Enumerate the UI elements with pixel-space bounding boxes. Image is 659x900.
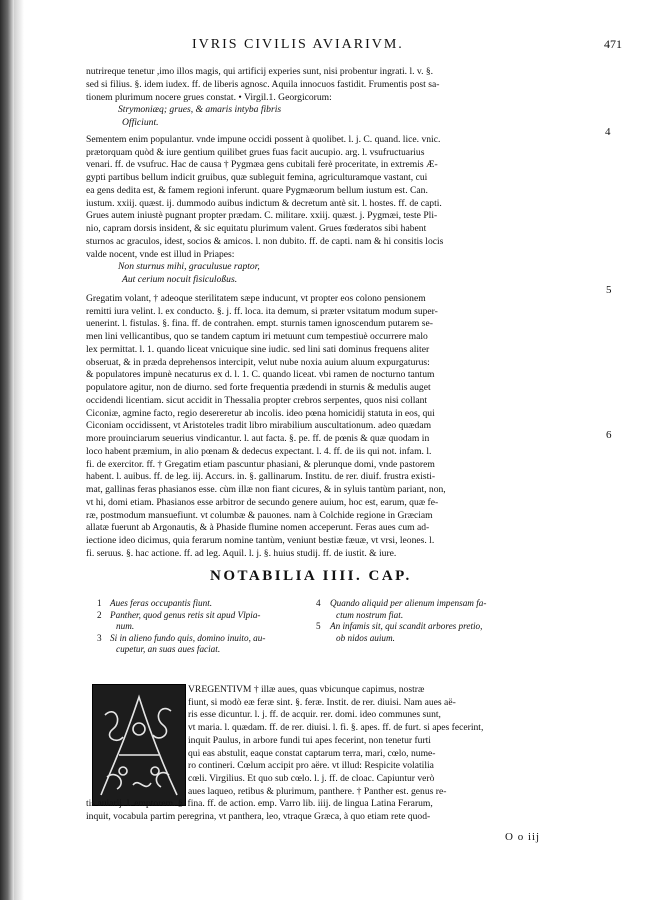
notabilia-item: Panther, quod genus retis sit apud Vlpia-: [110, 609, 261, 620]
margin-number: 4: [605, 126, 611, 138]
notabilia-item: An infamis sit, qui scandit arbores pretio,: [330, 621, 483, 631]
body-line: Strymoniæq; grues, & amaris intyba fibris: [118, 104, 282, 116]
body-line: mat, gallinas feras phasianos esse. cùm illæ non fiant cicures, & in syluis tantùm pariant, non,: [86, 484, 446, 495]
body-line: lex permittat. l. 1. quando liceat vnicuique sine iudic. sed lini sati dominus frequens aliter: [86, 343, 430, 355]
notabilia-number: 3: [97, 632, 102, 643]
chapter-line: qui eas abstulit, eaque constat captarum terra, mari, cœlo, nume-: [188, 747, 436, 759]
body-line: & populatores impunè necaturus ex d. l. 1. C. quando liceat. vbi ramen de nocturno tantum: [86, 369, 435, 381]
body-line: populatore agitur, non de diurno. sed forte frequentia prædendi in sturnis & medulis auget: [86, 382, 431, 393]
body-line: nio, capram dorsis insident, & sic equitatu plurimum valent. Grues fœderatos sibi habent: [86, 223, 427, 234]
notabilia-number: 2: [97, 609, 102, 620]
notabilia-number: 1: [97, 598, 102, 608]
notabilia-item: num.: [116, 621, 135, 631]
running-title: IVRIS CIVILIS AVIARIVM.: [192, 37, 404, 52]
body-line: prætorquam quòd & iure gentium quilibet grues fuas facit aucupio. arg. l. vsufructuarius: [86, 146, 425, 158]
body-line: valde nocent, vnde est illud in Priapes:: [86, 248, 235, 260]
body-line: habent. l. auibus. ff. de leg. iij. Accurs. in. §. gallinarum. Institu. de rer. diuif. frustra existi-: [86, 471, 436, 483]
chapter-line: inquit Paulus, in arbore fundi tui apes fecerint, non tenetur furti: [188, 734, 431, 746]
notabilia-item: ctum nostrum fiat.: [336, 609, 404, 620]
body-line: more prouinciarum seuerius vindicantur. l. aut facta. §. pe. ff. de pœnis & quæ quodam in: [86, 433, 430, 444]
chapter-line: fiunt, si modò eæ feræ sint. §. feræ. Instit. de rer. diuisi. Nam aues aë-: [188, 696, 456, 708]
body-line: Ciconiæ, agmine facto, regio desereretur ab incolis. ideo pœna homicidij statuta in eos, qui: [86, 407, 435, 419]
notabilia-item: cupetur, an suas aues faciat.: [116, 644, 221, 654]
body-line: nutrireque tenetur ,imo illos magis, qui artificij experies sunt, nisi probentur ingrati. l. v. §.: [86, 66, 434, 77]
body-line: fi. de exercitor. ff. † Gregatim etiam pascuntur phasiani, & plerunque domi, vnde pastorem: [86, 458, 435, 470]
body-line: remitti iura velint. l. ex conducto. §. j. ff. loca. ita demum, si præter vsitatum modum super-: [86, 305, 438, 317]
body-line: allatæ fuerunt ab Argonautis, & à Phaside flumine nomen acceperunt. Feras aues cum ad-: [86, 522, 430, 534]
chapter-line: ris esse dicuntur. l. j. ff. de acquir. rer. domi. ideo communes sunt,: [188, 709, 441, 721]
binding-fade: [14, 0, 24, 900]
chapter-line: inquit, vocabula partim peregrina, vt panthera, leo, vtraque Græca, à quo etiam rete quod-: [86, 811, 431, 822]
body-line: Ciconiam occidissent, vt Aristoteles tradit libro mirabilium auscultationum. adeo quædam: [86, 420, 432, 432]
body-line: occidendi licentiam. sicut accidit in Thessalia propter crebros serpentes, quos nisi collant: [86, 394, 428, 406]
page-number: 471: [604, 37, 622, 51]
body-line: uenerint. l. fistulas. §. fina. ff. de contrahen. empt. sturnis tamen ignoscendum putarem se-: [86, 318, 433, 330]
margin-number: 6: [606, 429, 612, 441]
body-line: tionem plurimum nocere grues constat. • Virgil.1. Georgicorum:: [86, 91, 332, 103]
chapter-line: cœli. Virgilius. Et quo sub cœlo. l. j. ff. de cloac. Capiuntur verò: [188, 772, 435, 784]
body-line: loco habent præmium, in alio pœnam & dedecus expectant. l. 4. ff. de iis qui not. infam. l.: [86, 445, 432, 457]
notabilia-item: Si in alieno fundo quis, domino inuito, au-: [110, 632, 266, 643]
body-line: Aut cerium nocuit fisiculoßus.: [122, 274, 238, 285]
body-line: sed si filius. §. idem iudex. ff. de liberis agnosc. Aquila innocuos fastidit. Frumentis post sa-: [86, 78, 440, 90]
chapter-line: tis auiarij. l. emptorem. §. fina. ff. de action. emp. Varro lib. iiij. de lingua Latina Ferarum,: [86, 798, 433, 810]
chapter-line: VREGENTIVM † illæ aues, quas vbicunque capimus, nostræ: [188, 684, 425, 695]
ornamental-letter-a-icon: [93, 685, 185, 805]
body-line: ræ, postmodum mansuefiunt. vt columbæ & pauones. nam à Colchide regione in Græciam: [86, 509, 433, 521]
body-line: men lini vellicantibus, quo se tandem captum iri metuunt cum tempestiuè occurrere malo: [86, 331, 428, 342]
body-line: iectione ideo dicimus, quia ferarum nomine tantùm, veniunt bestiæ fæuæ, vt vrsi, leones. l.: [86, 535, 435, 546]
body-line: obseruat, & in præda deprehensos intercipit, velut nube noxia auium aluum expurgaturus:: [86, 356, 430, 368]
notabilia-item: Quando aliquid per alienum impensam fa-: [330, 598, 487, 608]
section-title: NOTABILIA IIII. CAP.: [210, 568, 412, 584]
body-line: vt hi, domi etiam. Phasianos esse arbitror de secundo genere auium, hoc est, earum, quæ fe-: [86, 496, 439, 508]
notabilia-item: Aues feras occupantis fiunt.: [110, 598, 213, 608]
notabilia-item: ob nidos auium.: [336, 632, 395, 643]
signature-mark: O o iij: [505, 831, 541, 843]
body-line: Non sturnus mihi, graculusue raptor,: [118, 261, 260, 273]
body-line: ea gens dedita est, & famem regioni inferunt. quare Pygmæorum bellum iustum est. Can.: [86, 184, 428, 196]
body-line: Sementem enim populantur. vnde impune occidi possent à quolibet. l. j. C. quand. lice. vnic.: [86, 133, 441, 145]
body-line: Grues autem iniustè pugnant propter prædam. C. militare. xxiij. quæst. j. Pygmæi, teste Pli-: [86, 210, 438, 222]
body-line: sturnos ac graculos, idest, socios & amicos. l. non dubito. ff. de capti. nam & hi consitis locis: [86, 235, 444, 247]
body-line: iustum. xxiij. quæst. ij. dummodo auibus indictum & decretum antè sit. l. hostes. ff. de capti.: [86, 197, 442, 209]
margin-number: 5: [606, 284, 612, 296]
chapter-line: vt maria. l. quædam. ff. de rer. diuisi. l. fi. §. apes. ff. de furt. si apes fecerint,: [188, 722, 484, 734]
chapter-line: aues laqueo, retibus & plurimum, panthere. † Panther est. genus re-: [188, 785, 447, 797]
body-line: Officiunt.: [122, 117, 159, 128]
decorated-initial: [92, 684, 186, 806]
notabilia-number: 5: [316, 621, 321, 631]
binding-shadow: [0, 0, 14, 900]
body-line: Gregatim volant, † adeoque sterilitatem sæpe inducunt, vt propter eos colono pensionem: [86, 292, 426, 304]
body-line: gypti partibus bellum indicit gruibus, quæ subleguit femina, agriculturamque vastant, cui: [86, 172, 428, 183]
chapter-line: ro contineri. Cœlum accipit pro aëre. vt illud: Respicite volatilia: [188, 760, 434, 772]
body-line: fi. seruus. §. hac actione. ff. ad leg. Aquil. l. j. §. huius studij. ff. de iustit. & iure.: [86, 547, 397, 559]
body-line: venari. ff. de vsufruc. Hac de causa † Pygmæa gens cubitali ferè proceritate, in extremis Æ-: [86, 159, 438, 171]
notabilia-number: 4: [316, 598, 321, 608]
